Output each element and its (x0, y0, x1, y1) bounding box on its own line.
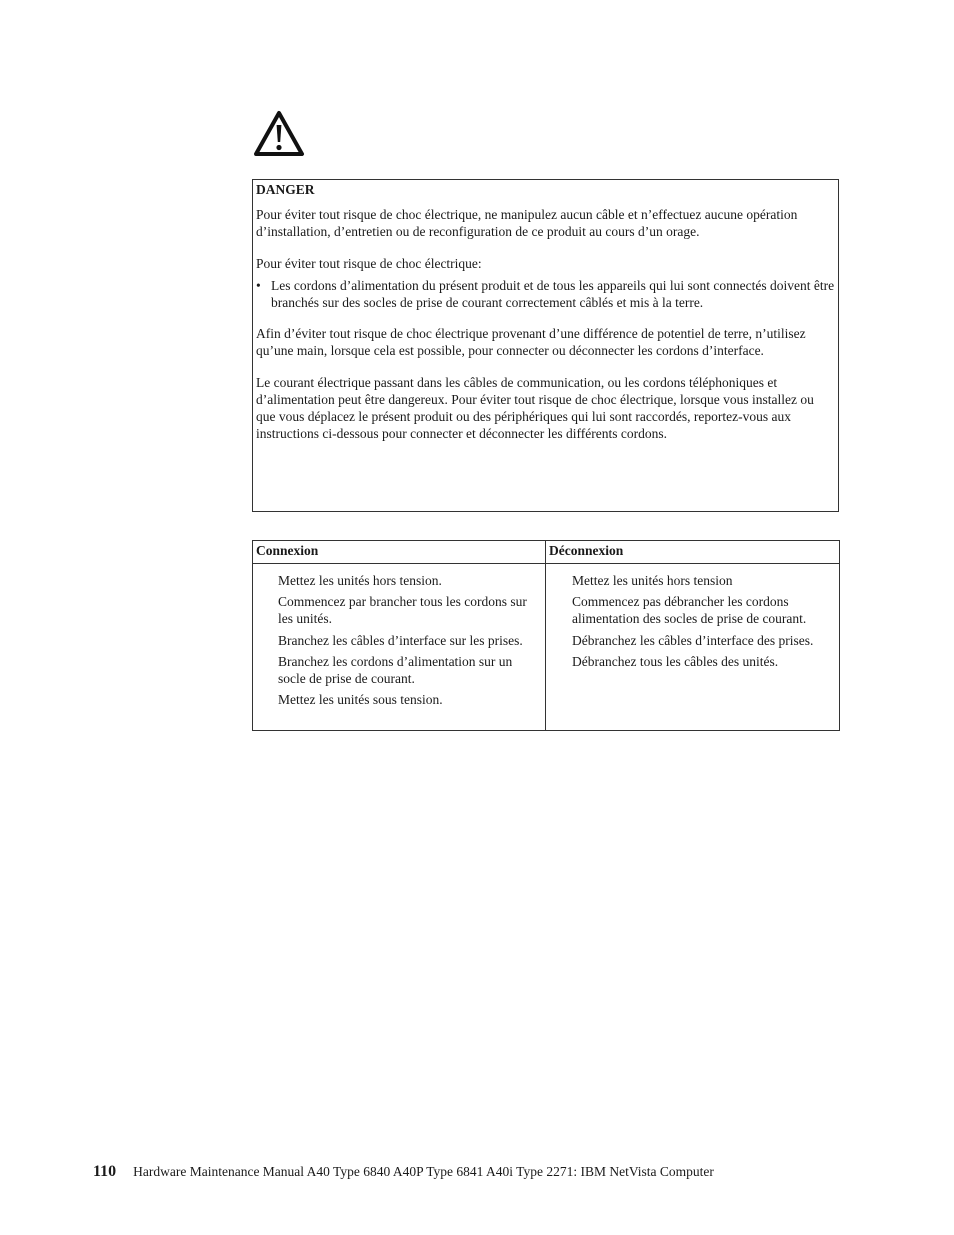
connexion-step-2: Commencez par brancher tous les cordons sur les unités. (278, 594, 527, 627)
danger-notice (252, 179, 839, 512)
connexion-step-5: Mettez les unités sous tension. (278, 692, 443, 708)
warning-triangle-icon (253, 110, 305, 157)
footer-title: Hardware Maintenance Manual A40 Type 6840 A40P Type 6841 A40i Type 2271: IBM NetVista Computer (133, 1164, 714, 1179)
connection-table (252, 540, 840, 731)
deconnexion-steps (546, 564, 839, 731)
page-footer (93, 1163, 714, 1181)
header-connexion: Connexion (253, 541, 546, 563)
danger-paragraph-3: Afin d’éviter tout risque de choc électrique provenant d’une différence de potentiel de terre, n’utilisez qu’une main, lorsque cela est possible, pour connecter ou déconnecter les cordons d’interface. (256, 326, 806, 359)
danger-paragraph-2: Pour éviter tout risque de choc électrique: (256, 255, 482, 271)
connexion-step-1: Mettez les unités hors tension. (278, 573, 442, 588)
deconnexion-step-2: Commencez pas débrancher les cordons alimentation des socles de prise de courant. (572, 594, 807, 627)
danger-title: DANGER (256, 182, 315, 197)
bullet-marker: • (256, 277, 261, 293)
deconnexion-step-4: Débranchez tous les câbles des unités. (572, 653, 779, 669)
header-deconnexion: Déconnexion (549, 543, 624, 558)
deconnexion-step-3: Débranchez les câbles d’interface des prises. (572, 632, 814, 648)
table-header-row (253, 541, 839, 564)
danger-paragraph-1: Pour éviter tout risque de choc électrique, ne manipulez aucun câble et n’effectuez aucune opération d’installation, d’entretien ou de reconfiguration de ce produit au cours d’un orage. (256, 207, 798, 240)
connexion-step-3: Branchez les câbles d’interface sur les prises. (278, 632, 523, 648)
danger-bullet-text: Les cordons d’alimentation du présent produit et de tous les appareils qui lui sont connectés doivent être branchés sur des socles de prise de courant correctement câblés et mis à la terre. (271, 277, 835, 311)
connexion-step-4: Branchez les cordons d’alimentation sur un socle de prise de courant. (278, 653, 513, 687)
deconnexion-step-1: Mettez les unités hors tension (572, 573, 733, 588)
page-number: 110 (93, 1163, 117, 1180)
danger-bullet-item (256, 277, 835, 311)
table-body-row (253, 564, 839, 731)
danger-paragraph-4: Le courant électrique passant dans les câbles de communication, ou les cordons téléphoniques et d’alimentation peut être dangereux. Pour éviter tout risque de choc électrique, lorsque vous installez ou que vous déplacez le présent produit ou des périphériques qui lui sont raccordés, reportez-vous aux instructions ci-dessous pour connecter et déconnecter les différents cordons. (256, 374, 814, 442)
connexion-steps (253, 564, 546, 731)
